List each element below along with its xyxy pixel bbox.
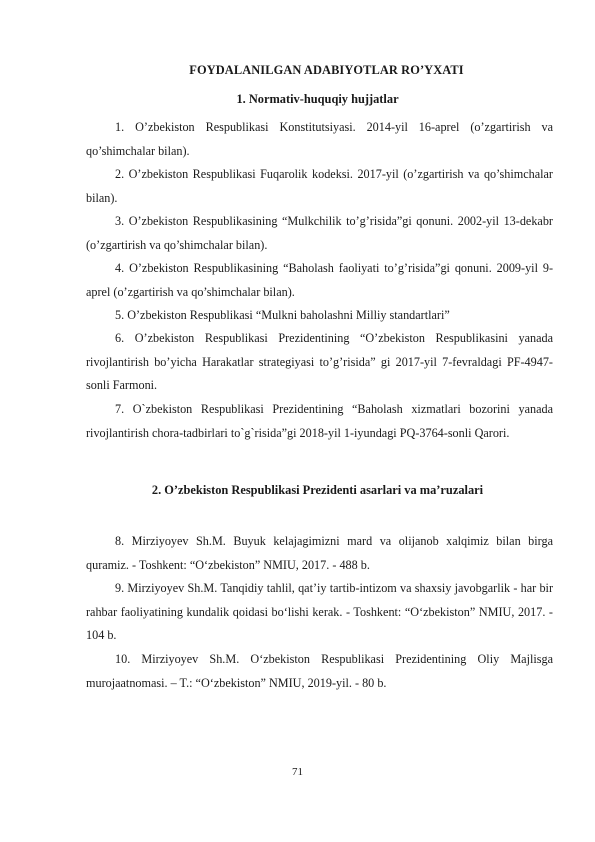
- list-item: [86, 577, 553, 648]
- page-title: FOYDALANILGAN ADABIYOTLAR RO’YXATI: [189, 63, 464, 77]
- list-item: [86, 257, 553, 304]
- list-item: [86, 304, 553, 328]
- item-text: O’zbekiston Respublikasining “Mulkchilik to’g’risida”gi qonuni. 2002-yil 13-dekabr (o’zgartirish va qo’shimchalar bilan).: [86, 214, 553, 252]
- list-item: [86, 210, 553, 257]
- item-number: 6.: [115, 331, 125, 345]
- item-number: 1.: [115, 120, 125, 134]
- page-number: 71: [292, 766, 303, 778]
- item-text: O’zbekiston Respublikasi “Mulkni baholashni Milliy standartlari”: [127, 308, 450, 322]
- list-item: [86, 530, 553, 577]
- list-item: [86, 327, 553, 398]
- item-number: 2.: [115, 167, 125, 181]
- list-item: [86, 398, 553, 445]
- item-text: O`zbekiston Respublikasi Prezidentining “Baholash xizmatlari bozorini yanada rivojlantirish chora-tadbirlari to`g`risida”gi 2018-yil 1-iyundagi PQ-3764-sonli Qarori.: [86, 402, 553, 440]
- item-text: O’zbekiston Respublikasining “Baholash faoliyati to’g’risida”gi qonuni. 2009-yil 9-aprel (o’zgartirish va qo’shimchalar bilan).: [86, 261, 554, 299]
- item-text: Mirziyoyev Sh.M. Buyuk kelajagimizni mard va olijanob xalqimiz bilan birga quramiz. - Toshkent: “O‘zbekiston” NMIU, 2017. - 488 b.: [86, 534, 554, 572]
- item-text: O’zbekiston Respublikasi Fuqarolik kodeksi. 2017-yil (o’zgartirish va qo’shimchalar bilan).: [86, 167, 553, 205]
- item-text: O’zbekiston Respublikasi Konstitutsiyasi. 2014-yil 16-aprel (o’zgartirish va qo’shimchalar bilan).: [86, 120, 554, 158]
- item-number: 7.: [115, 402, 125, 416]
- item-number: 10.: [115, 652, 131, 666]
- section-heading-normative: 1. Normativ-huquqiy hujjatlar: [236, 92, 399, 106]
- item-number: 4.: [115, 261, 125, 275]
- item-number: 8.: [115, 534, 125, 548]
- item-number: 5.: [115, 308, 125, 322]
- list-item: [86, 163, 553, 210]
- list-item: [86, 116, 553, 163]
- item-text: O’zbekiston Respublikasi Prezidentining “O’zbekiston Respublikasini yanada rivojlantirish bo’yicha Harakatlar strategiyasi to’g’risida” gi 2017-yil 7-fevraldagi PF-4947-sonli Farmoni.: [86, 331, 553, 392]
- item-text: Mirziyoyev Sh.M. Tanqidiy tahlil, qat’iy tartib-intizom va shaxsiy javobgarlik - har bir rahbar faoliyatining kundalik qoidasi bo‘lishi kerak. - Toshkent: “O‘zbekiston” NMIU, 2017. - 104 b.: [86, 581, 553, 642]
- item-number: 9.: [115, 581, 125, 595]
- list-item: [86, 648, 553, 695]
- item-number: 3.: [115, 214, 125, 228]
- section-heading-president-works: 2. O’zbekiston Respublikasi Prezidenti asarlari va ma’ruzalari: [151, 483, 484, 497]
- item-text: Mirziyoyev Sh.M. O‘zbekiston Respublikasi Prezidentining Oliy Majlisga murojaatnomasi. – T.: “O‘zbekiston” NMIU, 2019-yil. - 80 b.: [86, 652, 553, 690]
